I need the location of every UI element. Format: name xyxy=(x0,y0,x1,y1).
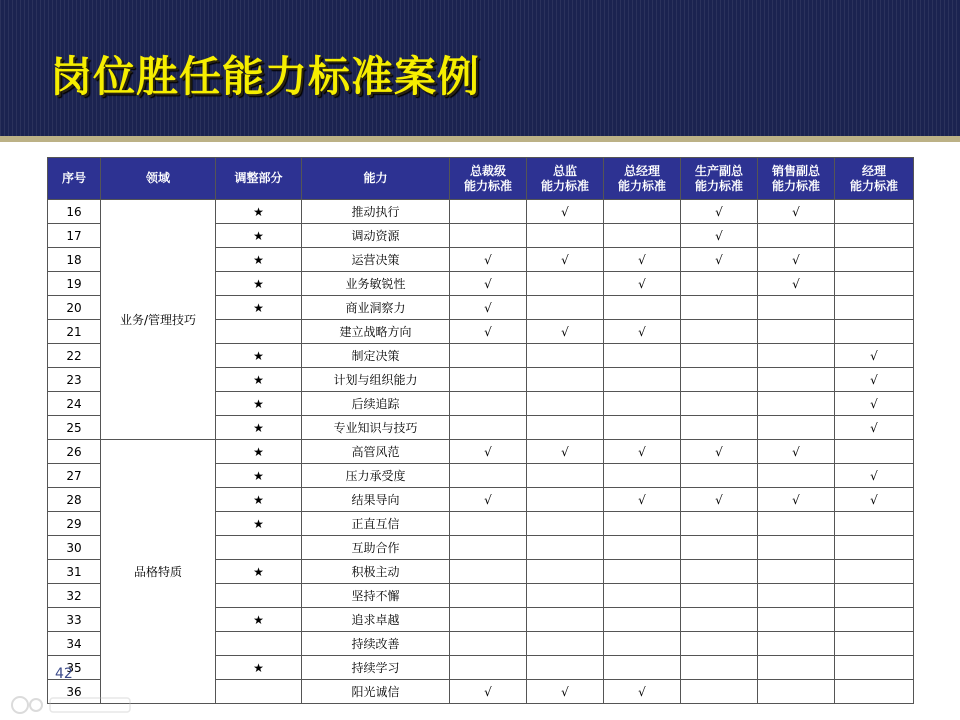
row-number: 32 xyxy=(48,584,101,608)
ability-name: 积极主动 xyxy=(302,560,450,584)
cell-prod-vp xyxy=(681,584,758,608)
cell-prod-vp xyxy=(681,536,758,560)
cell-ceo xyxy=(450,608,527,632)
cell-ceo xyxy=(450,368,527,392)
cell-sales-vp xyxy=(758,584,835,608)
cell-manager xyxy=(835,656,914,680)
cell-prod-vp xyxy=(681,272,758,296)
adjust-cell xyxy=(216,536,302,560)
cell-director xyxy=(527,632,604,656)
cell-director xyxy=(527,464,604,488)
cell-gm xyxy=(604,512,681,536)
adjust-cell xyxy=(216,584,302,608)
check-icon-manager: √ xyxy=(835,392,914,416)
cell-ceo xyxy=(450,344,527,368)
ability-name: 建立战略方向 xyxy=(302,320,450,344)
cell-manager xyxy=(835,272,914,296)
header-ceo: 总裁级 能力标准 xyxy=(450,158,527,200)
row-number: 19 xyxy=(48,272,101,296)
cell-gm xyxy=(604,536,681,560)
cell-prod-vp xyxy=(681,368,758,392)
cell-ceo xyxy=(450,464,527,488)
cell-manager xyxy=(835,296,914,320)
row-number: 33 xyxy=(48,608,101,632)
adjust-cell xyxy=(216,680,302,704)
cell-gm xyxy=(604,608,681,632)
check-icon-sales-vp: √ xyxy=(758,248,835,272)
header-prod-vp: 生产副总 能力标准 xyxy=(681,158,758,200)
cell-ceo xyxy=(450,536,527,560)
domain-cell: 业务/管理技巧 xyxy=(101,200,216,440)
row-number: 34 xyxy=(48,632,101,656)
check-icon-director: √ xyxy=(527,200,604,224)
ability-name: 专业知识与技巧 xyxy=(302,416,450,440)
ability-name: 结果导向 xyxy=(302,488,450,512)
check-icon-director: √ xyxy=(527,248,604,272)
check-icon-gm: √ xyxy=(604,488,681,512)
cell-gm xyxy=(604,656,681,680)
adjust-star-icon: ★ xyxy=(216,608,302,632)
cell-sales-vp xyxy=(758,416,835,440)
check-icon-director: √ xyxy=(527,320,604,344)
check-icon-sales-vp: √ xyxy=(758,488,835,512)
check-icon-manager: √ xyxy=(835,488,914,512)
adjust-star-icon: ★ xyxy=(216,440,302,464)
check-icon-ceo: √ xyxy=(450,320,527,344)
cell-manager xyxy=(835,248,914,272)
cell-prod-vp xyxy=(681,416,758,440)
row-number: 25 xyxy=(48,416,101,440)
cell-gm xyxy=(604,560,681,584)
cell-director xyxy=(527,416,604,440)
cell-director xyxy=(527,608,604,632)
cell-gm xyxy=(604,632,681,656)
check-icon-manager: √ xyxy=(835,464,914,488)
cell-manager xyxy=(835,632,914,656)
cell-manager xyxy=(835,200,914,224)
cell-director xyxy=(527,656,604,680)
competency-table xyxy=(47,157,914,704)
cell-director xyxy=(527,368,604,392)
cell-sales-vp xyxy=(758,536,835,560)
cell-gm xyxy=(604,344,681,368)
cell-sales-vp xyxy=(758,608,835,632)
header-manager: 经理 能力标准 xyxy=(835,158,914,200)
adjust-star-icon: ★ xyxy=(216,368,302,392)
cell-manager xyxy=(835,536,914,560)
cell-ceo xyxy=(450,416,527,440)
cell-director xyxy=(527,536,604,560)
watermark-logo xyxy=(8,692,138,718)
check-icon-manager: √ xyxy=(835,368,914,392)
header-director: 总监 能力标准 xyxy=(527,158,604,200)
header-divider xyxy=(0,136,960,142)
check-icon-gm: √ xyxy=(604,320,681,344)
check-icon-ceo: √ xyxy=(450,488,527,512)
ability-name: 正直互信 xyxy=(302,512,450,536)
header-sales-vp: 销售副总 能力标准 xyxy=(758,158,835,200)
header-ability: 能力 xyxy=(302,158,450,200)
ability-name: 调动资源 xyxy=(302,224,450,248)
cell-director xyxy=(527,560,604,584)
row-number: 21 xyxy=(48,320,101,344)
table-row xyxy=(48,200,914,224)
adjust-star-icon: ★ xyxy=(216,512,302,536)
cell-gm xyxy=(604,224,681,248)
row-number: 16 xyxy=(48,200,101,224)
adjust-star-icon: ★ xyxy=(216,656,302,680)
check-icon-sales-vp: √ xyxy=(758,440,835,464)
cell-sales-vp xyxy=(758,512,835,536)
ability-name: 后续追踪 xyxy=(302,392,450,416)
check-icon-manager: √ xyxy=(835,416,914,440)
cell-ceo xyxy=(450,584,527,608)
adjust-star-icon: ★ xyxy=(216,296,302,320)
cell-sales-vp xyxy=(758,392,835,416)
cell-prod-vp xyxy=(681,512,758,536)
row-number: 18 xyxy=(48,248,101,272)
header-no: 序号 xyxy=(48,158,101,200)
ability-name: 持续改善 xyxy=(302,632,450,656)
adjust-star-icon: ★ xyxy=(216,416,302,440)
row-number: 22 xyxy=(48,344,101,368)
check-icon-ceo: √ xyxy=(450,440,527,464)
cell-sales-vp xyxy=(758,560,835,584)
cell-sales-vp xyxy=(758,680,835,704)
check-icon-ceo: √ xyxy=(450,296,527,320)
adjust-star-icon: ★ xyxy=(216,224,302,248)
ability-name: 互助合作 xyxy=(302,536,450,560)
check-icon-director: √ xyxy=(527,440,604,464)
cell-ceo xyxy=(450,224,527,248)
check-icon-prod-vp: √ xyxy=(681,488,758,512)
cell-prod-vp xyxy=(681,296,758,320)
cell-director xyxy=(527,488,604,512)
table-row xyxy=(48,440,914,464)
page-title: 岗位胜任能力标准案例 xyxy=(50,52,481,101)
cell-gm xyxy=(604,368,681,392)
cell-manager xyxy=(835,224,914,248)
check-icon-sales-vp: √ xyxy=(758,200,835,224)
cell-prod-vp xyxy=(681,560,758,584)
row-number: 20 xyxy=(48,296,101,320)
cell-gm xyxy=(604,584,681,608)
cell-prod-vp xyxy=(681,632,758,656)
cell-prod-vp xyxy=(681,464,758,488)
row-number: 36 xyxy=(48,680,101,704)
check-icon-prod-vp: √ xyxy=(681,200,758,224)
ability-name: 坚持不懈 xyxy=(302,584,450,608)
cell-prod-vp xyxy=(681,680,758,704)
ability-name: 压力承受度 xyxy=(302,464,450,488)
cell-sales-vp xyxy=(758,464,835,488)
cell-manager xyxy=(835,680,914,704)
cell-director xyxy=(527,272,604,296)
cell-gm xyxy=(604,296,681,320)
header-adjust: 调整部分 xyxy=(216,158,302,200)
row-number: 26 xyxy=(48,440,101,464)
cell-prod-vp xyxy=(681,392,758,416)
check-icon-director: √ xyxy=(527,680,604,704)
cell-ceo xyxy=(450,200,527,224)
cell-ceo xyxy=(450,632,527,656)
cell-ceo xyxy=(450,392,527,416)
cell-manager xyxy=(835,440,914,464)
ability-name: 商业洞察力 xyxy=(302,296,450,320)
cell-manager xyxy=(835,584,914,608)
check-icon-manager: √ xyxy=(835,344,914,368)
row-number: 30 xyxy=(48,536,101,560)
cell-ceo xyxy=(450,560,527,584)
cell-director xyxy=(527,344,604,368)
ability-name: 阳光诚信 xyxy=(302,680,450,704)
adjust-star-icon: ★ xyxy=(216,560,302,584)
check-icon-ceo: √ xyxy=(450,248,527,272)
ability-name: 计划与组织能力 xyxy=(302,368,450,392)
adjust-cell xyxy=(216,632,302,656)
cell-manager xyxy=(835,608,914,632)
adjust-star-icon: ★ xyxy=(216,248,302,272)
cell-ceo xyxy=(450,656,527,680)
cell-sales-vp xyxy=(758,320,835,344)
row-number: 31 xyxy=(48,560,101,584)
cell-gm xyxy=(604,464,681,488)
check-icon-sales-vp: √ xyxy=(758,272,835,296)
table-body xyxy=(48,200,914,704)
cell-sales-vp xyxy=(758,344,835,368)
ability-name: 持续学习 xyxy=(302,656,450,680)
header-domain: 领域 xyxy=(101,158,216,200)
check-icon-prod-vp: √ xyxy=(681,248,758,272)
ability-name: 制定决策 xyxy=(302,344,450,368)
ability-name: 业务敏锐性 xyxy=(302,272,450,296)
cell-director xyxy=(527,392,604,416)
page-number: 42 xyxy=(55,666,73,682)
adjust-star-icon: ★ xyxy=(216,488,302,512)
cell-ceo xyxy=(450,512,527,536)
cell-manager xyxy=(835,560,914,584)
adjust-cell xyxy=(216,320,302,344)
check-icon-prod-vp: √ xyxy=(681,440,758,464)
ability-name: 推动执行 xyxy=(302,200,450,224)
cell-director xyxy=(527,584,604,608)
check-icon-ceo: √ xyxy=(450,680,527,704)
ability-name: 运营决策 xyxy=(302,248,450,272)
cell-manager xyxy=(835,320,914,344)
header-gm: 总经理 能力标准 xyxy=(604,158,681,200)
cell-sales-vp xyxy=(758,656,835,680)
row-number: 29 xyxy=(48,512,101,536)
cell-prod-vp xyxy=(681,608,758,632)
table-header-row xyxy=(48,158,914,200)
adjust-star-icon: ★ xyxy=(216,344,302,368)
row-number: 23 xyxy=(48,368,101,392)
domain-cell: 品格特质 xyxy=(101,440,216,704)
cell-sales-vp xyxy=(758,632,835,656)
cell-director xyxy=(527,296,604,320)
cell-prod-vp xyxy=(681,656,758,680)
row-number: 27 xyxy=(48,464,101,488)
cell-gm xyxy=(604,392,681,416)
check-icon-gm: √ xyxy=(604,248,681,272)
cell-prod-vp xyxy=(681,344,758,368)
check-icon-gm: √ xyxy=(604,272,681,296)
ability-name: 高管风范 xyxy=(302,440,450,464)
cell-sales-vp xyxy=(758,224,835,248)
adjust-star-icon: ★ xyxy=(216,464,302,488)
adjust-star-icon: ★ xyxy=(216,272,302,296)
cell-gm xyxy=(604,416,681,440)
cell-manager xyxy=(835,512,914,536)
row-number: 24 xyxy=(48,392,101,416)
row-number: 28 xyxy=(48,488,101,512)
cell-sales-vp xyxy=(758,296,835,320)
check-icon-gm: √ xyxy=(604,680,681,704)
row-number: 35 xyxy=(48,656,101,680)
cell-director xyxy=(527,224,604,248)
check-icon-ceo: √ xyxy=(450,272,527,296)
adjust-star-icon: ★ xyxy=(216,392,302,416)
row-number: 17 xyxy=(48,224,101,248)
cell-director xyxy=(527,512,604,536)
adjust-star-icon: ★ xyxy=(216,200,302,224)
cell-gm xyxy=(604,200,681,224)
ability-name: 追求卓越 xyxy=(302,608,450,632)
cell-prod-vp xyxy=(681,320,758,344)
check-icon-prod-vp: √ xyxy=(681,224,758,248)
cell-sales-vp xyxy=(758,368,835,392)
check-icon-gm: √ xyxy=(604,440,681,464)
